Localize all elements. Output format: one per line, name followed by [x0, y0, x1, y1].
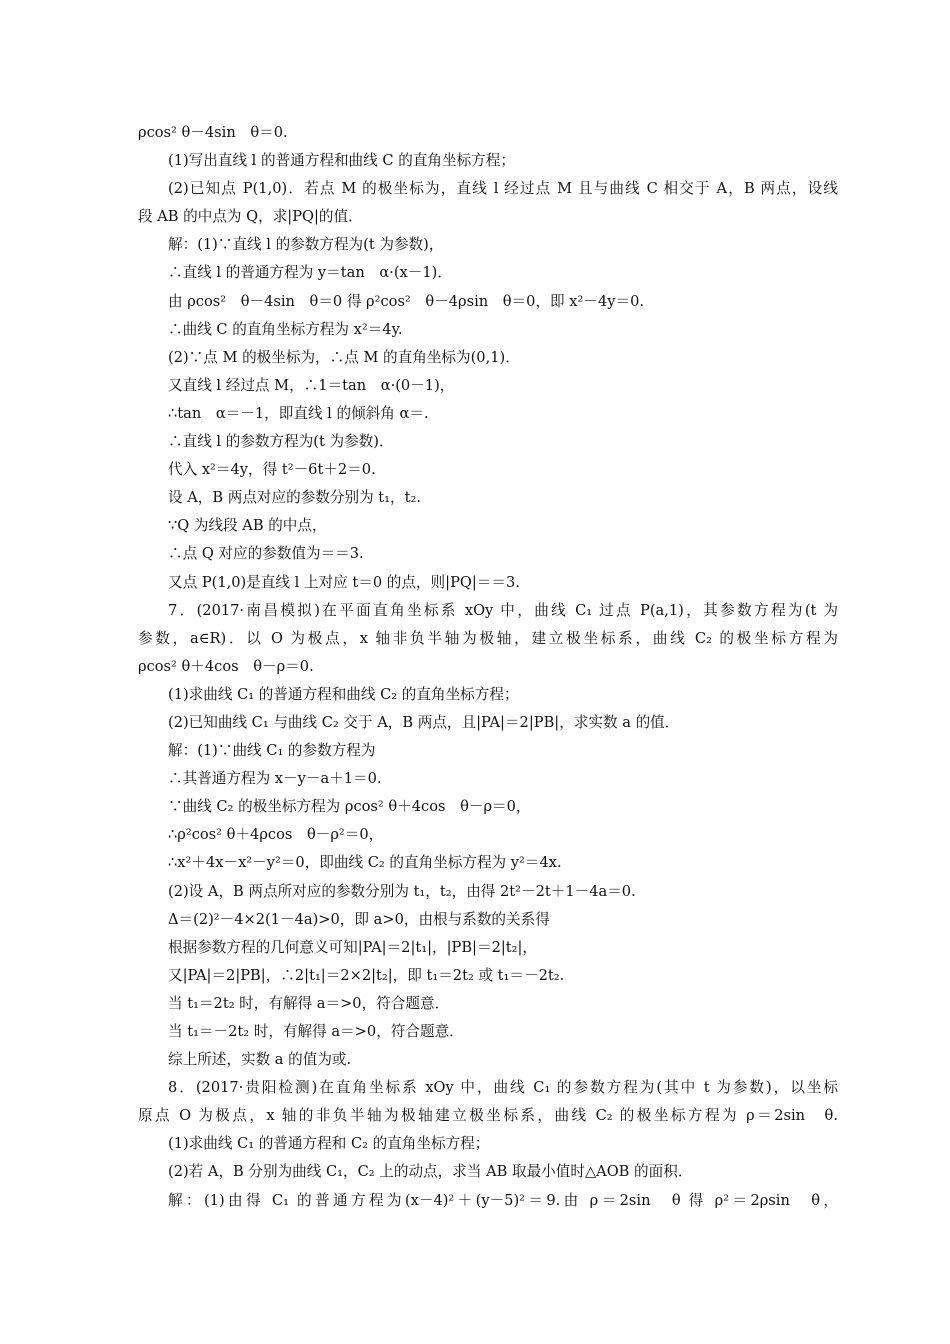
text-line: ρcos² θ－4sin θ＝0.	[138, 124, 288, 141]
text-line: 7．(2017·南昌模拟)在平面直角坐标系 xOy 中，曲线 C₁ 过点 P(a,1)，其参数方程为(t 为	[168, 601, 838, 619]
text-line: (2)∵点 M 的极坐标为，∴点 M 的直角坐标为(0,1)．	[168, 348, 520, 366]
text-line: (2)已知点 P(1,0)．若点 M 的极坐标为，直线 l 经过点 M 且与曲线 C 相交于 A，B 两点，设线	[168, 180, 838, 198]
text-line: 解：(1)∵曲线 C₁ 的参数方程为	[168, 742, 376, 760]
text-line: ρcos² θ＋4cos θ－ρ＝0.	[138, 657, 314, 675]
text-line: 当 t₁＝2t₂ 时，有解得 a＝>0，符合题意．	[168, 994, 450, 1012]
text-line: (1)求曲线 C₁ 的普通方程和 C₂ 的直角坐标方程；	[168, 1135, 490, 1153]
text-line: (1)写出直线 l 的普通方程和曲线 C 的直角坐标方程；	[168, 152, 515, 170]
text-line: 8．(2017·贵阳检测)在直角坐标系 xOy 中，曲线 C₁ 的参数方程为(其中 t 为参数)，以坐标	[168, 1079, 838, 1097]
text-line: 解：(1)∵直线 l 的参数方程为(t 为参数)，	[168, 236, 444, 254]
text-line: ∴直线 l 的参数方程为(t 为参数)．	[168, 433, 394, 451]
text-line: 综上所述，实数 a 的值为或.	[168, 1051, 352, 1069]
text-line: 解：(1)由得 C₁ 的普通方程为(x－4)²＋(y－5)²＝9.由 ρ＝2sin θ 得 ρ²＝2ρsin θ，	[168, 1191, 838, 1209]
text-line: 又|PA|＝2|PB|，∴2|t₁|＝2×2|t₂|，即 t₁＝2t₂ 或 t₁＝－2t₂.	[168, 966, 565, 984]
text-line: 根据参数方程的几何意义可知|PA|＝2|t₁|，|PB|＝2|t₂|，	[168, 938, 537, 956]
text-line: 段 AB 的中点为 Q，求|PQ|的值．	[138, 208, 363, 226]
text-line: (1)求曲线 C₁ 的普通方程和曲线 C₂ 的直角坐标方程；	[168, 685, 519, 703]
text-line: 代入 x²＝4y，得 t²－6t＋2＝0.	[168, 461, 376, 479]
text-line: ∴直线 l 的普通方程为 y＝tan α·(x－1)．	[168, 264, 452, 282]
text-line: 又点 P(1,0)是直线 l 上对应 t＝0 的点，则|PQ|＝＝3.	[168, 573, 520, 591]
text-line: 当 t₁＝－2t₂ 时，有解得 a＝>0，符合题意．	[168, 1023, 464, 1040]
text-line: Δ＝(2)²－4×2(1－4a)>0，即 a>0，由根与系数的关系得	[168, 910, 550, 928]
text-line: 原点 O 为极点，x 轴的非负半轴为极轴建立极坐标系，曲线 C₂ 的极坐标方程为 ρ＝2sin θ.	[138, 1107, 838, 1125]
text-line: (2)已知曲线 C₁ 与曲线 C₂ 交于 A，B 两点，且|PA|＝2|PB|，求实数 a 的值．	[168, 713, 680, 731]
text-line: ∴ρ²cos² θ＋4ρcos θ－ρ²＝0，	[168, 826, 384, 844]
text-line: 又直线 l 经过点 M，∴1＝tan α·(0－1)，	[168, 376, 455, 394]
text-line: 设 A，B 两点对应的参数分别为 t₁，t₂.	[168, 489, 421, 507]
document-page	[138, 119, 838, 1215]
text-line: ∵Q 为线段 AB 的中点，	[168, 517, 327, 535]
text-line: ∴曲线 C 的直角坐标方程为 x²＝4y.	[168, 320, 403, 338]
text-line: ∴点 Q 对应的参数值为＝＝3.	[168, 545, 364, 563]
text-line: 参数，a∈R)．以 O 为极点，x 轴非负半轴为极轴，建立极坐标系，曲线 C₂ 的极坐标方程为	[138, 629, 838, 647]
text-line: ∴其普通方程为 x－y－a＋1＝0.	[168, 770, 382, 788]
text-line: (2)设 A，B 两点所对应的参数分别为 t₁，t₂，由得 2t²－2t＋1－4a＝0.	[168, 882, 636, 900]
text-line: ∵曲线 C₂ 的极坐标方程为 ρcos² θ＋4cos θ－ρ＝0，	[168, 798, 531, 816]
text-line: (2)若 A，B 分别为曲线 C₁，C₂ 上的动点，求当 AB 取最小值时△AOB 的面积．	[168, 1163, 693, 1181]
text-line: ∴tan α＝－1，即直线 l 的倾斜角 α＝.	[168, 404, 429, 422]
text-line: ∴x²＋4x－x²－y²＝0，即曲线 C₂ 的直角坐标方程为 y²＝4x.	[168, 854, 562, 872]
text-line: 由 ρcos² θ－4sin θ＝0 得 ρ²cos² θ－4ρsin θ＝0，即 x²－4y＝0.	[168, 292, 644, 310]
